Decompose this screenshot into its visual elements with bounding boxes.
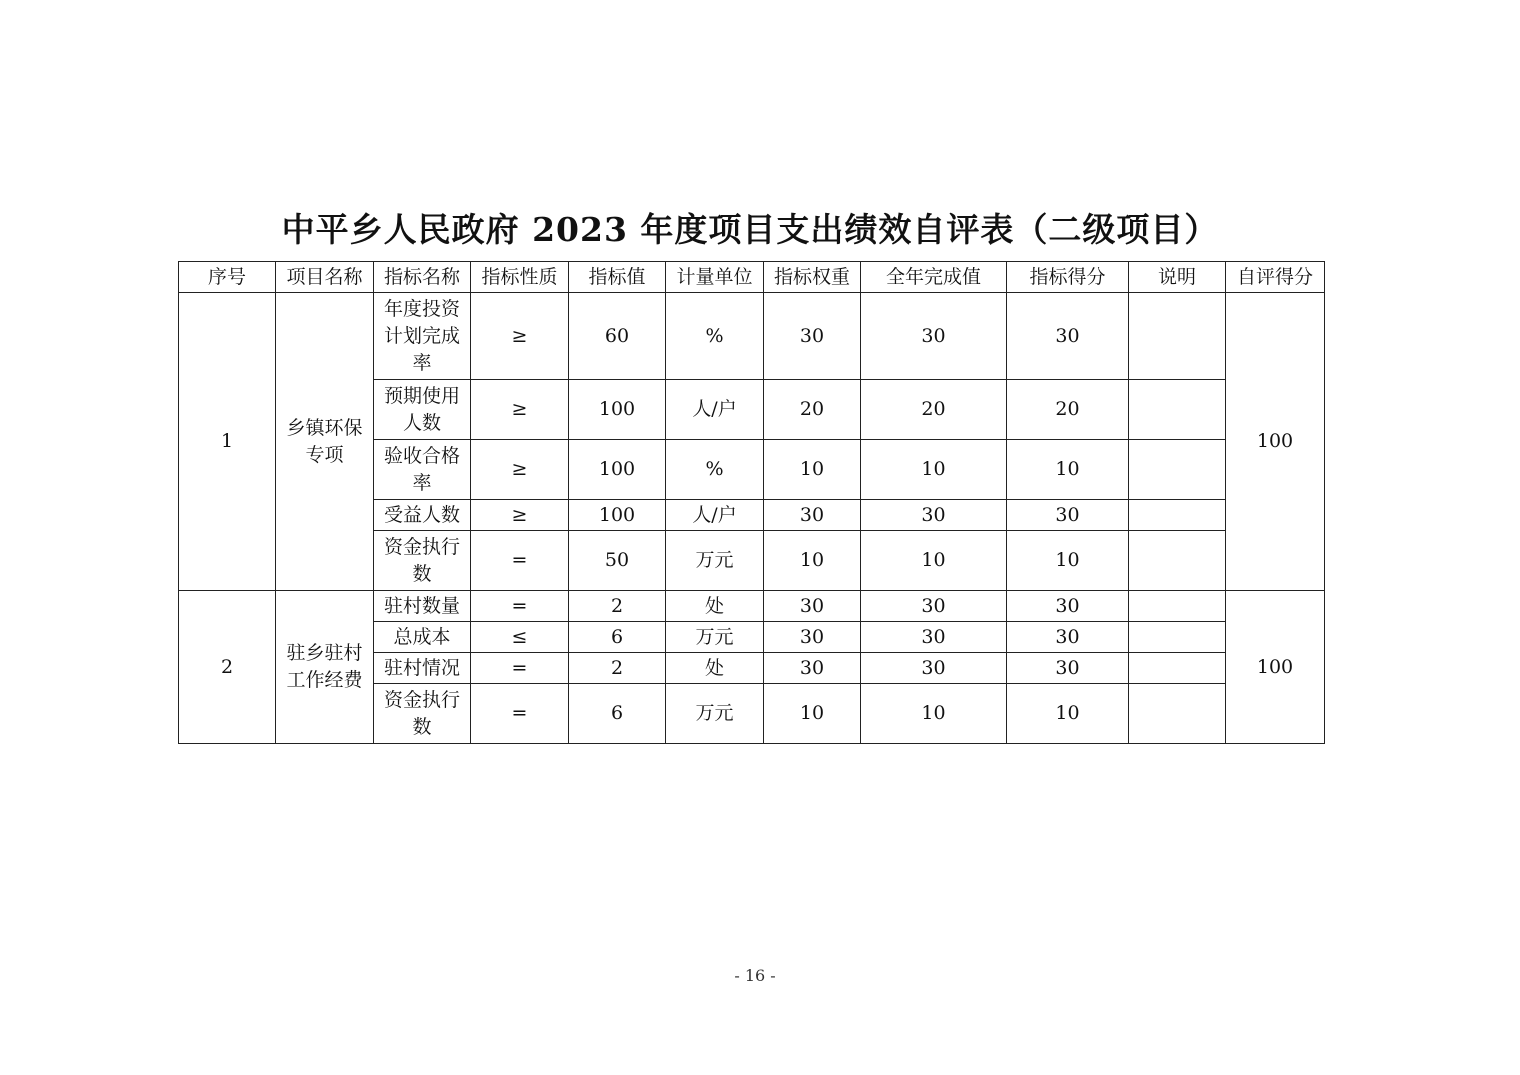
- indicator-nature: ≥: [471, 440, 569, 500]
- indicator-score: 30: [1007, 653, 1129, 684]
- project-self-score: 100: [1226, 293, 1325, 591]
- indicator-note: [1129, 293, 1226, 380]
- header-project-name: 项目名称: [276, 262, 374, 293]
- table-header-row: [179, 262, 1325, 293]
- indicator-unit: %: [666, 293, 764, 380]
- indicator-weight: 30: [764, 591, 861, 622]
- indicator-name: 资金执行数: [374, 684, 471, 744]
- indicator-unit: 处: [666, 653, 764, 684]
- indicator-nature: =: [471, 653, 569, 684]
- indicator-name: 预期使用人数: [374, 380, 471, 440]
- indicator-score: 30: [1007, 500, 1129, 531]
- indicator-name: 年度投资计划完成率: [374, 293, 471, 380]
- indicator-unit: 万元: [666, 622, 764, 653]
- indicator-score: 30: [1007, 591, 1129, 622]
- header-score: 指标得分: [1007, 262, 1129, 293]
- indicator-value: 60: [569, 293, 666, 380]
- indicator-weight: 20: [764, 380, 861, 440]
- indicator-nature: =: [471, 531, 569, 591]
- indicator-actual: 10: [861, 531, 1007, 591]
- project-index: 1: [179, 293, 276, 591]
- indicator-weight: 30: [764, 622, 861, 653]
- indicator-actual: 30: [861, 653, 1007, 684]
- header-weight: 指标权重: [764, 262, 861, 293]
- header-actual: 全年完成值: [861, 262, 1007, 293]
- indicator-weight: 10: [764, 684, 861, 744]
- indicator-nature: ≤: [471, 622, 569, 653]
- indicator-score: 10: [1007, 531, 1129, 591]
- indicator-value: 50: [569, 531, 666, 591]
- table-row: [179, 591, 1325, 622]
- project-index: 2: [179, 591, 276, 744]
- indicator-actual: 30: [861, 500, 1007, 531]
- indicator-actual: 10: [861, 440, 1007, 500]
- header-index: 序号: [179, 262, 276, 293]
- header-indicator-name: 指标名称: [374, 262, 471, 293]
- indicator-weight: 10: [764, 440, 861, 500]
- indicator-unit: 人/户: [666, 380, 764, 440]
- indicator-actual: 30: [861, 591, 1007, 622]
- indicator-nature: =: [471, 591, 569, 622]
- indicator-unit: 万元: [666, 684, 764, 744]
- indicator-note: [1129, 531, 1226, 591]
- indicator-weight: 30: [764, 653, 861, 684]
- indicator-actual: 30: [861, 293, 1007, 380]
- indicator-value: 100: [569, 500, 666, 531]
- table-row: [179, 293, 1325, 380]
- page-number: - 16 -: [734, 966, 776, 985]
- indicator-score: 20: [1007, 380, 1129, 440]
- project-name: 驻乡驻村工作经费: [276, 591, 374, 744]
- indicator-note: [1129, 380, 1226, 440]
- indicator-note: [1129, 653, 1226, 684]
- header-self-score: 自评得分: [1226, 262, 1325, 293]
- project-name: 乡镇环保专项: [276, 293, 374, 591]
- indicator-name: 资金执行数: [374, 531, 471, 591]
- indicator-name: 受益人数: [374, 500, 471, 531]
- indicator-weight: 30: [764, 500, 861, 531]
- indicator-name: 总成本: [374, 622, 471, 653]
- indicator-unit: %: [666, 440, 764, 500]
- indicator-actual: 30: [861, 622, 1007, 653]
- indicator-name: 验收合格率: [374, 440, 471, 500]
- indicator-note: [1129, 500, 1226, 531]
- indicator-weight: 30: [764, 293, 861, 380]
- header-indicator-nature: 指标性质: [471, 262, 569, 293]
- indicator-nature: ≥: [471, 500, 569, 531]
- indicator-unit: 万元: [666, 531, 764, 591]
- indicator-value: 100: [569, 380, 666, 440]
- indicator-name: 驻村数量: [374, 591, 471, 622]
- indicator-score: 30: [1007, 293, 1129, 380]
- indicator-unit: 处: [666, 591, 764, 622]
- header-note: 说明: [1129, 262, 1226, 293]
- indicator-actual: 20: [861, 380, 1007, 440]
- indicator-note: [1129, 591, 1226, 622]
- performance-table: [178, 261, 1325, 744]
- indicator-score: 10: [1007, 440, 1129, 500]
- indicator-value: 2: [569, 591, 666, 622]
- header-unit: 计量单位: [666, 262, 764, 293]
- indicator-score: 30: [1007, 622, 1129, 653]
- page-title: 中平乡人民政府 2023 年度项目支出绩效自评表（二级项目）: [281, 210, 1219, 249]
- indicator-note: [1129, 622, 1226, 653]
- indicator-score: 10: [1007, 684, 1129, 744]
- indicator-value: 100: [569, 440, 666, 500]
- indicator-name: 驻村情况: [374, 653, 471, 684]
- indicator-note: [1129, 684, 1226, 744]
- indicator-value: 6: [569, 684, 666, 744]
- project-self-score: 100: [1226, 591, 1325, 744]
- indicator-nature: ≥: [471, 380, 569, 440]
- indicator-value: 2: [569, 653, 666, 684]
- indicator-weight: 10: [764, 531, 861, 591]
- indicator-note: [1129, 440, 1226, 500]
- header-indicator-value: 指标值: [569, 262, 666, 293]
- indicator-value: 6: [569, 622, 666, 653]
- indicator-nature: =: [471, 684, 569, 744]
- indicator-nature: ≥: [471, 293, 569, 380]
- indicator-unit: 人/户: [666, 500, 764, 531]
- indicator-actual: 10: [861, 684, 1007, 744]
